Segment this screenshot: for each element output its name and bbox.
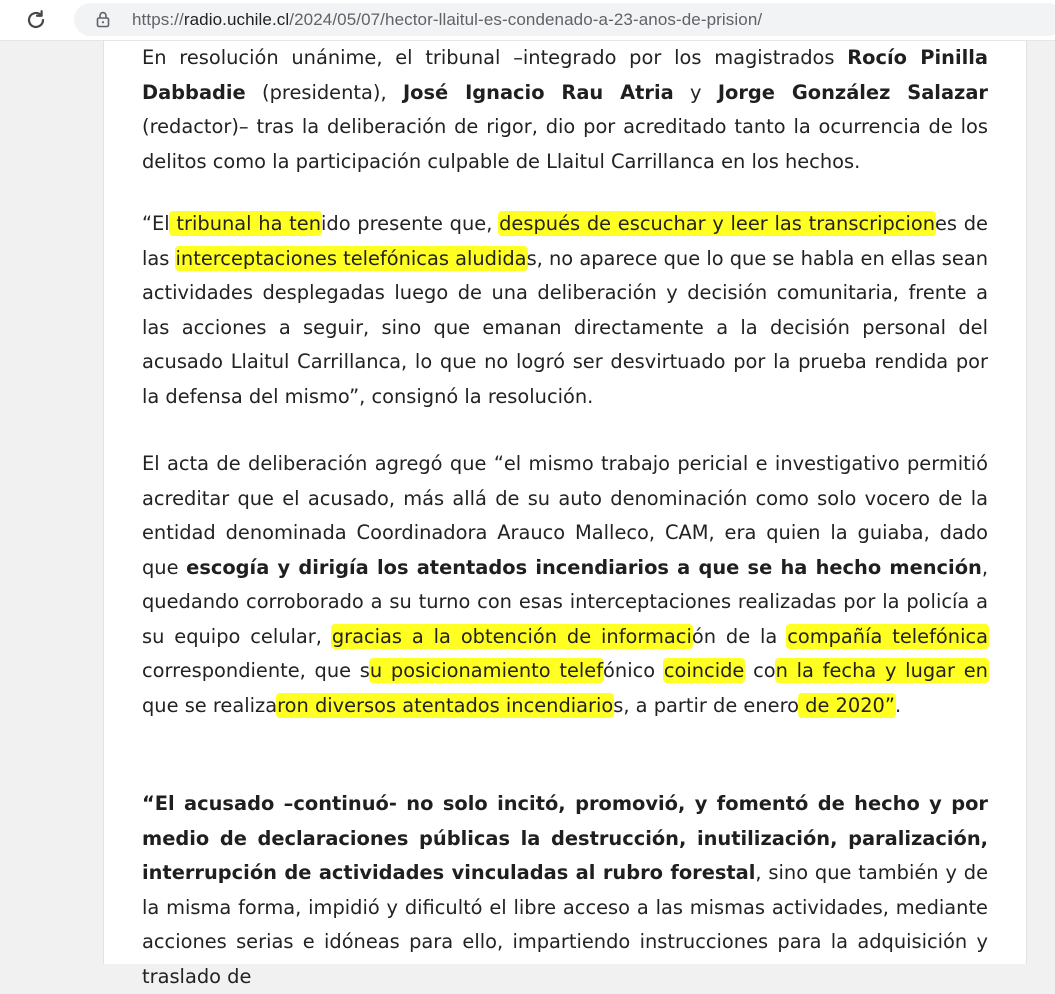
- url-text[interactable]: [132, 10, 762, 30]
- text-span: , sino que también y de la misma forma, impidió y dificultó el libre acceso a las mismas actividades, mediante acciones serias e idóneas para ello, impartiendo instrucciones para la adquisición y traslado de: [142, 861, 989, 988]
- text-span: ón de la: [691, 624, 788, 648]
- paragraph-1: [142, 41, 988, 179]
- highlighted-text: gracias a la obtención de informaci: [331, 624, 692, 648]
- highlighted-text: después de escuchar y leer las transcripcion: [499, 212, 935, 235]
- article-container: [103, 41, 1027, 988]
- text-span: “El: [142, 212, 170, 235]
- paragraph-3: [142, 447, 988, 723]
- highlighted-text: tribunal ha ten: [169, 212, 322, 235]
- browser-toolbar: [0, 0, 1055, 41]
- text-span: En resolución unánime, el tribunal –integrado por los magistrados: [142, 46, 848, 69]
- text-span: y: [673, 80, 718, 104]
- url-scheme: https://: [132, 10, 184, 29]
- highlighted-text: de 2020”: [798, 693, 895, 717]
- magistrate-name: Rocío Pinilla Dabbadie: [142, 46, 988, 104]
- highlighted-text: u posicionamiento telef: [369, 659, 604, 682]
- page-viewport: [0, 41, 1055, 988]
- paragraph-4: [142, 787, 988, 994]
- text-span: (redactor)– tras la deliberación de rigor, dio por acreditado tanto la ocurrencia de los delitos como la participación culpable de Llaitul Carrillanca en los hechos.: [142, 115, 988, 173]
- text-span: , quedando corroborado a su turno con esas interceptaciones realizadas por la policía a su equipo celular,: [142, 555, 988, 648]
- url-path: /2024/05/07/hector-llaitul-es-condenado-a-23-anos-de-prision/: [289, 10, 763, 29]
- bold-text: “El acusado –continuó- no solo incitó, promovió, y fomentó de hecho y por medio de declaraciones públicas la destrucción, inutilización, paralización, interrupción de actividades vinculadas al rubro forestal: [142, 792, 988, 884]
- text-span: s, no aparece que lo que se habla en ellas sean actividades desplegadas luego de una deliberación y decisión comunitaria, frente a las acciones a seguir, sino que emanan directamente a la decisión personal del acusado Llaitul Carrillanca, lo que no logró ser desvirtuado por la prueba rendida por la defensa del mismo”, consignó la resolución.: [142, 246, 988, 408]
- text-span: (presidenta),: [245, 80, 403, 104]
- highlighted-text: compañía telefónica: [787, 624, 988, 648]
- reload-icon[interactable]: [22, 6, 50, 34]
- text-span: co: [744, 659, 776, 682]
- highlighted-text: interceptaciones telefónicas aludida: [175, 246, 527, 270]
- highlighted-text: n la fecha y lugar en: [775, 659, 988, 682]
- paragraph-2: [142, 207, 988, 414]
- text-span: que se realiza: [142, 693, 278, 717]
- text-span: es de las: [142, 212, 988, 270]
- text-span: s, a partir de enero: [613, 693, 799, 717]
- url-host: radio.uchile.cl: [183, 10, 290, 29]
- text-span: correspondiente, que s: [142, 659, 370, 682]
- magistrate-name: Jorge González Salazar: [717, 80, 988, 104]
- text-span: ónico: [603, 659, 664, 682]
- highlighted-text: coincide: [663, 659, 745, 682]
- magistrate-name: José Ignacio Rau Atria: [402, 80, 674, 104]
- text-span: ido presente que,: [321, 212, 500, 235]
- bold-text: escogía y dirigía los atentados incendiarios a que se ha hecho mención: [186, 555, 982, 579]
- site-info-icon[interactable]: [94, 10, 112, 28]
- address-bar[interactable]: [74, 3, 1055, 36]
- text-span: El acta de deliberación agregó que “el mismo trabajo pericial e investigativo permitió acreditar que el acusado, más allá de su auto denominación como solo vocero de la entidad denominada Coordinadora Arauco Malleco, CAM, era quien la guiaba, dado que: [142, 452, 988, 579]
- text-span: .: [894, 693, 902, 717]
- highlighted-text: ron diversos atentados incendiario: [277, 693, 614, 717]
